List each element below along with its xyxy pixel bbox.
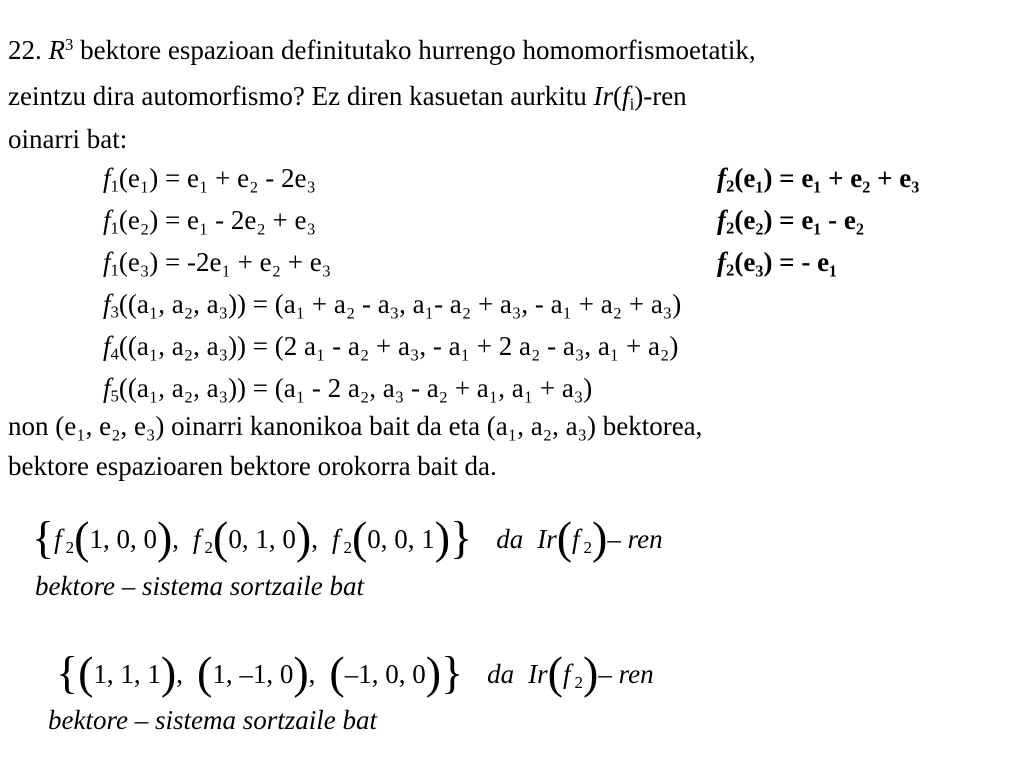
problem-line-1	[8, 34, 756, 65]
answer-2-close-brace: }	[441, 647, 464, 698]
answer-1-ren: – ren	[607, 524, 663, 554]
answer-1-close-brace: }	[450, 512, 473, 563]
closing-line-2: bektore espazioaren bektore orokorra bait da.	[8, 451, 497, 481]
ren-suffix: -ren	[643, 81, 687, 111]
f1-row-1: $f_1(e_1) = e_1 + e_2 - 2e_3$	[103, 163, 316, 196]
answer-1-open-brace: {	[32, 512, 55, 563]
f5-expression: ((a₁, a₂, a₃)) = (a₁ - 2 a₂, a₃ - a₂ + a₁, a₁ + a₃)	[118, 373, 593, 403]
f1-row-1-text: (e₁) = e₁ + e₂ - 2e₃	[118, 163, 316, 193]
f2-row-3-text: (e₃) = - e₁	[734, 247, 838, 277]
f3-definition: $f_3((a_1$, a₂, a₃)) = (a₁ + a₂ - a₃, a₁- a₂ + a₃, - a₁ + a₂ + a₃)	[103, 289, 682, 322]
f1-row-3-text: (e₃) = -2e₁ + e₂ + e₃	[118, 247, 332, 277]
answer-1-formula: {f 2(1, 0, 0), f 2(0, 1, 0), f 2(0, 0, 1)} da Ir(f 2)– ren	[32, 512, 663, 563]
answer-2-vector-1: 1, 1, 1	[93, 659, 161, 689]
space-symbol: R	[48, 35, 65, 65]
f1-row-2-text: (e₂) = e₁ - 2e₂ + e₃	[118, 205, 316, 235]
f2-row-2: $f_2(e_2) = e_1 - e_2$	[717, 205, 864, 238]
f1-row-3: $f_1(e_3) = -2e_1 + e_2 + e_3$	[103, 247, 332, 280]
answer-1-line-2: bektore – sistema sortzaile bat	[35, 571, 364, 601]
problem-line-2: zeintzu dira automorfismo? Ez diren kasuetan aurkitu $Ir(f_i)$-ren	[8, 81, 687, 114]
answer-2-line-2: bektore – sistema sortzaile bat	[48, 705, 377, 735]
answer-2-da: da	[487, 659, 515, 689]
f-label: f	[622, 81, 630, 111]
intro-text-2: zeintzu dira automorfismo? Ez diren kasuetan aurkitu	[8, 81, 587, 111]
f5-definition: $f_5((a_1$, a₂, a₃)) = (a₁ - 2 a₂, a₃ - a₂ + a₁, a₁ + a₃)	[103, 373, 593, 406]
answer-2-ren: – ren	[598, 659, 654, 689]
answer-2-vector-2: 1, –1, 0	[212, 659, 294, 689]
closing-line-1: non (e₁, e₂, e₃) oinarri kanonikoa bait da eta (a₁, a₂, a₃) bektorea,	[8, 411, 703, 441]
f2-row-1: $f_2(e_1) = e_1 + e_2 + e_3$	[717, 163, 920, 196]
intro-text-1: bektore espazioan definitutako hurrengo homomorfismoetatik,	[80, 35, 756, 65]
problem-number: 22.	[8, 35, 42, 65]
f1-row-2: $f_1(e_2) = e_1 - 2e_2 + e_3$	[103, 205, 316, 238]
answer-2-open-brace: {	[56, 647, 79, 698]
f-index: i	[629, 94, 635, 114]
f4-definition: $f_4((a_1$, a₂, a₃)) = (2 a₁ - a₂ + a₃, - a₁ + 2 a₂ - a₃, a₁ + a₂)	[103, 331, 679, 364]
answer-1-vector-2: 0, 1, 0	[228, 524, 296, 554]
f2-row-2-text: (e₂) = e₁ - e₂	[734, 205, 864, 235]
answer-1-vector-3: 0, 0, 1	[367, 524, 435, 554]
f2-row-3: $f_2(e_3)$ = - e₁	[717, 247, 838, 280]
f3-expression: ((a₁, a₂, a₃)) = (a₁ + a₂ - a₃, a₁- a₂ + a₃, - a₁ + a₂ + a₃)	[118, 289, 682, 319]
f2-row-1-text: (e₁) = e₁ + e₂ + e₃	[734, 163, 920, 193]
answer-2-vector-3: –1, 0, 0	[344, 659, 426, 689]
f4-expression: ((a₁, a₂, a₃)) = (2 a₁ - a₂ + a₃, - a₁ + 2 a₂ - a₃, a₁ + a₂)	[118, 331, 679, 361]
space-exponent: 3	[65, 34, 74, 54]
answer-1-da: da	[496, 524, 524, 554]
answer-1-vector-1: 1, 0, 0	[89, 524, 157, 554]
ir-label: Ir	[593, 81, 614, 111]
intro-text-3: oinarri bat:	[8, 124, 128, 154]
answer-2-formula: {(1, 1, 1), (1, –1, 0), (–1, 0, 0)} da Ir(f 2)– ren	[56, 647, 654, 698]
